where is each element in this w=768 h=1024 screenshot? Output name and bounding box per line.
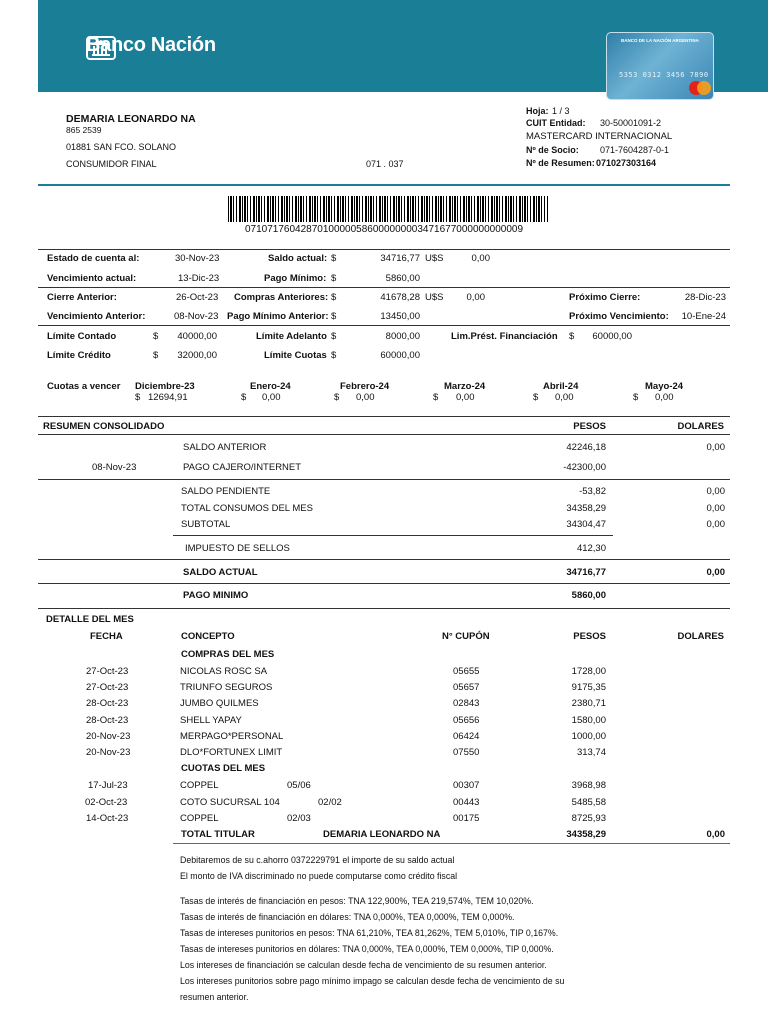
subtotal-label: SUBTOTAL [181,519,231,530]
row-pesos: 5485,58 [571,797,606,808]
customer-code: 865 2539 [66,125,102,135]
estado-value: 30-Nov-23 [175,253,220,264]
saldo-pendiente-dolares: 0,00 [706,486,725,497]
pago-cajero-label: PAGO CAJERO/INTERNET [183,462,302,473]
row-cuota: 02/03 [287,813,311,824]
socio-value: 071-7604287-0-1 [600,145,670,155]
credit-card-image [606,32,714,100]
card-number: 5353 0312 3456 7890 [619,71,709,79]
row-cupon: 05657 [453,682,480,693]
pago-minimo-row-label: PAGO MINIMO [183,590,249,601]
cuota-value: 0,00 [456,392,475,403]
resumen-number: 071027303164 [596,158,657,168]
detalle-col-fecha: FECHA [90,631,123,642]
row-concepto: SHELL YAPAY [180,715,242,726]
pago-minimo-anterior-value: 13450,00 [380,311,420,322]
note-line: Los intereses punitorios sobre pago mínimo impago se calculan desde fecha de vencimiento de su [180,976,565,986]
row-concepto: NICOLAS ROSC SA [180,666,268,677]
vencimiento-anterior-value: 08-Nov-23 [174,311,219,322]
divider [38,416,730,417]
limite-contado-label: Límite Contado [47,331,117,342]
cuota-month: Mayo-24 [645,381,684,392]
customer-category: CONSUMIDOR FINAL [66,159,157,169]
cuota-currency: $ [241,392,247,403]
cuit-value: 30-50001091-2 [600,118,662,128]
compras-anteriores-value: 41678,28 [380,292,420,303]
row-pesos: 8725,93 [571,813,606,824]
cuit-label: CUIT Entidad: [526,118,586,128]
cuota-value: 12694,91 [148,392,188,403]
saldo-anterior-pesos: 42246,18 [566,442,606,453]
row-cuota: 05/06 [287,780,311,791]
cuota-month: Enero-24 [250,381,291,392]
hoja-label: Hoja: [526,106,549,116]
limite-contado-currency: $ [153,331,159,342]
limite-adelanto-currency: $ [331,331,337,342]
cuota-currency: $ [633,392,639,403]
cuota-currency: $ [433,392,439,403]
compras-anteriores-currency: $ [331,292,337,303]
row-concepto: TRIUNFO SEGUROS [180,682,273,693]
row-pesos: 1728,00 [571,666,606,677]
cierre-anterior-label: Cierre Anterior: [47,292,117,303]
compras-anteriores-usd: 0,00 [466,292,485,303]
detalle-title: DETALLE DEL MES [46,614,134,625]
cuota-month: Febrero-24 [340,381,390,392]
customer-address: 01881 SAN FCO. SOLANO [66,142,177,152]
resumen-col-pesos: PESOS [573,421,606,432]
note-line: Debitaremos de su c.ahorro 0372229791 el importe de su saldo actual [180,855,455,865]
cuota-value: 0,00 [555,392,574,403]
detalle-col-concepto: CONCEPTO [181,631,235,642]
note-line: Tasas de intereses punitorios en dólares: TNA 0,000%, TEA 0,000%, TEM 0,000%, TIP 0,000%. [180,944,554,954]
row-concepto: DLO*FORTUNEX LIMIT [180,747,283,758]
divider [38,434,730,435]
proximo-cierre-value: 28-Dic-23 [684,292,726,303]
row-fecha: 27-Oct-23 [86,666,129,677]
row-fecha: 02-Oct-23 [85,797,128,808]
vencimiento-value: 13-Dic-23 [178,273,220,284]
subtotal-pesos: 34304,47 [566,519,606,530]
row-pesos: 9175,35 [571,682,606,693]
total-titular-name: DEMARIA LEONARDO NA [323,829,441,840]
divider [38,559,730,560]
impuesto-sellos-label: IMPUESTO DE SELLOS [185,543,290,554]
row-concepto: COTO SUCURSAL 104 [180,797,280,808]
saldo-anterior-label: SALDO ANTERIOR [183,442,267,453]
row-pesos: 2380,71 [571,698,606,709]
pago-minimo-currency: $ [331,273,337,284]
row-pesos: 1000,00 [571,731,606,742]
cuota-month: Marzo-24 [444,381,486,392]
row-cupon: 05655 [453,666,480,677]
lim-prest-value: 60000,00 [592,331,632,342]
compras-title: COMPRAS DEL MES [181,649,275,660]
limite-credito-currency: $ [153,350,159,361]
mastercard-logo-icon [689,81,711,95]
barcode-number: 07107176042870100000586000000003471677000000000009 [244,224,524,235]
cuota-value: 0,00 [655,392,674,403]
row-fecha: 17-Jul-23 [88,780,128,791]
row-concepto: COPPEL [180,780,219,791]
row-concepto: MERPAGO*PERSONAL [180,731,284,742]
note-line: Los intereses de financiación se calculan desde fecha de vencimiento de su resumen anterior. [180,960,547,970]
bank-name: Banco Nación [86,34,216,56]
card-network: MASTERCARD INTERNACIONAL [526,131,673,142]
divider [38,479,730,480]
row-fecha: 20-Nov-23 [86,747,131,758]
row-fecha: 20-Nov-23 [86,731,131,742]
note-line: El monto de IVA discriminado no puede computarse como crédito fiscal [180,871,458,881]
detalle-col-dolares: DOLARES [677,631,724,642]
barcode-image [228,196,548,222]
row-pesos: 313,74 [576,747,606,758]
saldo-actual-label: Saldo actual: [268,253,328,264]
divider [38,325,730,326]
saldo-actual-value: 34716,77 [380,253,420,264]
pago-minimo-row-pesos: 5860,00 [571,590,606,601]
cuota-value: 0,00 [262,392,281,403]
cuotas-title: CUOTAS DEL MES [181,763,266,774]
note-line: resumen anterior. [180,992,249,1002]
row-cupon: 00443 [453,797,480,808]
impuesto-sellos-pesos: 412,30 [576,543,606,554]
note-line: Tasas de intereses punitorios en pesos: TNA 61,210%, TEA 81,262%, TEM 5,010%, TIP 0,167%. [180,928,559,938]
pago-cajero-date: 08-Nov-23 [92,462,137,473]
divider [173,843,730,844]
compras-anteriores-label: Compras Anteriores: [234,292,329,303]
cuota-currency: $ [533,392,539,403]
total-titular-dolares: 0,00 [706,829,725,840]
divider [38,249,730,250]
socio-label: Nº de Socio: [526,145,579,155]
saldo-pendiente-pesos: -53,82 [579,486,606,497]
saldo-actual-usd: 0,00 [471,253,490,264]
limite-credito-value: 32000,00 [177,350,217,361]
detalle-col-pesos: PESOS [573,631,606,642]
row-cuota: 02/02 [318,797,342,808]
saldo-actual-usd-currency: U$S [425,253,444,264]
limite-adelanto-value: 8000,00 [385,331,420,342]
card-title: BANCO DE LA NACIÓN ARGENTINA [621,38,699,43]
proximo-vencimiento-value: 10-Ene-24 [681,311,726,322]
compras-anteriores-usd-currency: U$S [425,292,444,303]
row-cupon: 00307 [453,780,480,791]
divider [173,535,613,536]
saldo-actual-currency: $ [331,253,337,264]
row-fecha: 27-Oct-23 [86,682,129,693]
row-fecha: 28-Oct-23 [86,715,129,726]
resumen-title: RESUMEN CONSOLIDADO [43,421,165,432]
pago-minimo-label: Pago Mínimo: [264,273,327,284]
saldo-actual-row-dolares: 0,00 [706,567,725,578]
row-cupon: 00175 [453,813,480,824]
resumen-label: Nº de Resumen: [526,158,595,168]
cuota-currency: $ [135,392,141,403]
row-concepto: COPPEL [180,813,219,824]
cuota-month: Abril-24 [543,381,579,392]
teal-divider [38,184,730,186]
estado-label: Estado de cuenta al: [47,253,140,264]
row-cupon: 06424 [453,731,480,742]
cierre-anterior-value: 26-Oct-23 [176,292,219,303]
divider [38,287,730,288]
row-cupon: 05656 [453,715,480,726]
row-pesos: 1580,00 [571,715,606,726]
pago-minimo-anterior-label: Pago Mínimo Anterior: [227,311,329,322]
row-cupon: 02843 [453,698,480,709]
cuota-value: 0,00 [356,392,375,403]
vencimiento-label: Vencimiento actual: [47,273,137,284]
subtotal-dolares: 0,00 [706,519,725,530]
divider [38,583,730,584]
total-consumos-dolares: 0,00 [706,503,725,514]
customer-name: DEMARIA LEONARDO NA [66,113,196,125]
divider [38,608,730,609]
branch-code: 071 . 037 [366,159,404,169]
pago-minimo-value: 5860,00 [385,273,420,284]
vencimiento-anterior-label: Vencimiento Anterior: [47,311,146,322]
lim-prest-currency: $ [569,331,575,342]
pago-minimo-anterior-currency: $ [331,311,337,322]
pago-cajero-pesos: -42300,00 [563,462,606,473]
total-consumos-pesos: 34358,29 [566,503,606,514]
cuota-currency: $ [334,392,340,403]
resumen-col-dolares: DOLARES [677,421,724,432]
total-titular-pesos: 34358,29 [566,829,606,840]
saldo-anterior-dolares: 0,00 [706,442,725,453]
row-pesos: 3968,98 [571,780,606,791]
limite-cuotas-currency: $ [331,350,337,361]
row-cupon: 07550 [453,747,480,758]
proximo-cierre-label: Próximo Cierre: [569,292,641,303]
lim-prest-label: Lim.Prést. Financiación [451,331,558,342]
row-fecha: 14-Oct-23 [86,813,129,824]
saldo-actual-row-label: SALDO ACTUAL [183,567,258,578]
detalle-col-cupon: N° CUPÓN [442,631,490,642]
hoja-value: 1 / 3 [552,106,570,116]
proximo-vencimiento-label: Próximo Vencimiento: [569,311,669,322]
saldo-actual-row-pesos: 34716,77 [566,567,606,578]
note-line: Tasas de interés de financiación en pesos: TNA 122,900%, TEA 219,574%, TEM 10,020%. [180,896,534,906]
limite-cuotas-label: Límite Cuotas [264,350,327,361]
row-concepto: JUMBO QUILMES [180,698,259,709]
limite-cuotas-value: 60000,00 [380,350,420,361]
cuotas-vencer-label: Cuotas a vencer [47,381,121,392]
row-fecha: 28-Oct-23 [86,698,129,709]
total-consumos-label: TOTAL CONSUMOS DEL MES [181,503,313,514]
saldo-pendiente-label: SALDO PENDIENTE [181,486,271,497]
note-line: Tasas de interés de financiación en dólares: TNA 0,000%, TEA 0,000%, TEM 0,000%. [180,912,515,922]
limite-contado-value: 40000,00 [177,331,217,342]
limite-credito-label: Límite Crédito [47,350,111,361]
limite-adelanto-label: Límite Adelanto [256,331,327,342]
cuota-month: Diciembre-23 [135,381,195,392]
total-titular-label: TOTAL TITULAR [181,829,255,840]
